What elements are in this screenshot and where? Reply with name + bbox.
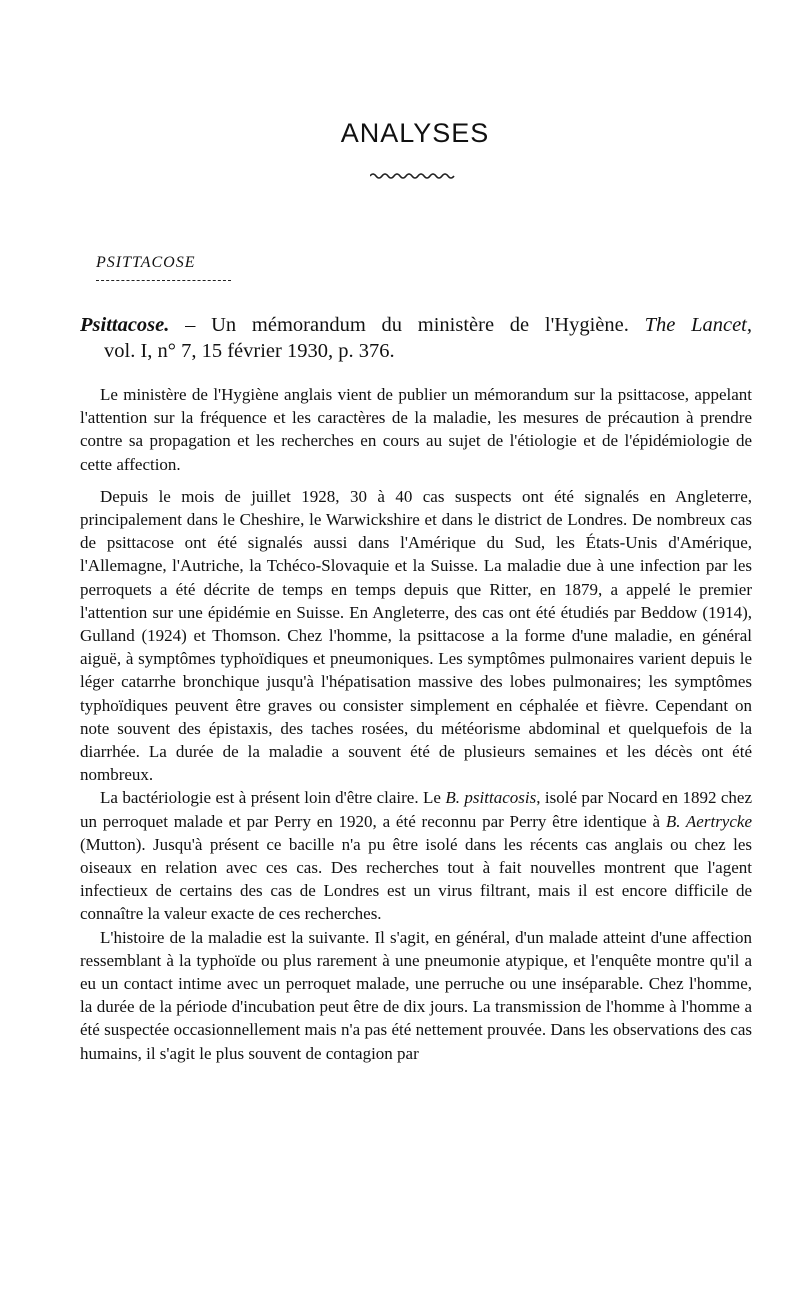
article-body	[80, 383, 752, 1065]
citation-volume: vol. I, n° 7, 15 février 1930, p. 376.	[104, 340, 395, 362]
section-underline	[96, 280, 231, 281]
page-title: ANALYSES	[340, 118, 490, 148]
paragraph-2: Depuis le mois de juillet 1928, 30 à 40 cas suspects ont été signalés en Angleterre, principalement dans le Cheshire, le Warwickshire et dans le district de Londres. De nombreux cas de psittacose ont été signalés aussi dans l'Amérique du Sud, les États-Unis d'Amérique, l'Allemagne, l'Autriche, la Tchéco-Slovaquie et la Suisse. La maladie due à une infection par les perroquets a été décrite de temps en temps depuis que Ritter, en 1879, a appelé le premier l'attention sur une épidémie en Suisse. En Angleterre, des cas ont été étudiés par Beddow (1914), Gulland (1924) et Thomson. Chez l'homme, la psittacose a la forme d'une maladie, en général aiguë, à symptômes typhoïdiques et pneumoniques. Les symptômes pulmonaires varient depuis le léger catarrhe bronchique jusqu'à l'hépatisation massive des lobes pulmonaires; les symptômes typhoïdiques peuvent être graves ou consister simplement en céphalée et fièvre. Cependant on note souvent des épistaxis, des taches rosées, du météorisme abdominal et quelquefois de la diarrhée. La durée de la maladie a souvent été de plusieurs semaines et les décès ont été nombreux.	[80, 486, 752, 785]
paragraph-3-part-a: La bactériologie est à présent loin d'être claire. Le	[100, 788, 446, 808]
paragraph-1: Le ministère de l'Hygiène anglais vient de publier un mémorandum sur la psittacose, appelant l'attention sur la fréquence et les caractères de la maladie, les mesures de précaution à prendre contre sa propagation et les recherches en cours au sujet de l'étiologie et de l'épidémiologie de cette affection.	[80, 385, 752, 474]
citation-line-1	[80, 312, 752, 338]
paragraph-3	[80, 786, 752, 925]
species-name-psittacosis: B. psittacosis	[445, 788, 537, 808]
species-name-aertrycke: B. Aertrycke	[665, 811, 752, 831]
title-ornament	[370, 172, 456, 180]
section-heading: PSITTACOSE	[96, 254, 196, 271]
citation	[80, 312, 752, 364]
citation-author: Psittacose.	[80, 314, 170, 336]
paragraph-3-part-c: (Mutton). Jusqu'à présent ce bacille n'a pu être isolé dans les récents cas anglais ou chez les oiseaux en relation avec ces cas. Des recherches tout à fait nouvelles montrent que l'agent infectieux de certains des cas de Londres est un virus filtrant, mais il est encore difficile de connaître la valeur exacte de ces recherches.	[80, 834, 752, 924]
paragraph-3-part-b: , isolé par Nocard en 1892 chez un perroquet malade et par Perry en 1920, a été reconnu par Perry être identique à	[80, 788, 753, 831]
citation-title: – Un mémorandum du ministère de l'Hygiène.	[169, 314, 645, 336]
citation-journal: The Lancet,	[644, 314, 753, 336]
paragraph-4: L'histoire de la maladie est la suivante. Il s'agit, en général, d'un malade atteint d'une affection ressemblant à la typhoïde ou plus rarement à une pneumonie atypique, et l'enquête montre qu'il a eu un contact intime avec un perroquet malade, une perruche ou une inséparable. Chez l'homme, la durée de la période d'incubation peut être de dix jours. La transmission de l'homme à l'homme a été suspectée occasionnellement mais n'a pas été nettement prouvée. Dans les observations des cas humains, il s'agit le plus souvent de contagion par	[80, 927, 752, 1063]
